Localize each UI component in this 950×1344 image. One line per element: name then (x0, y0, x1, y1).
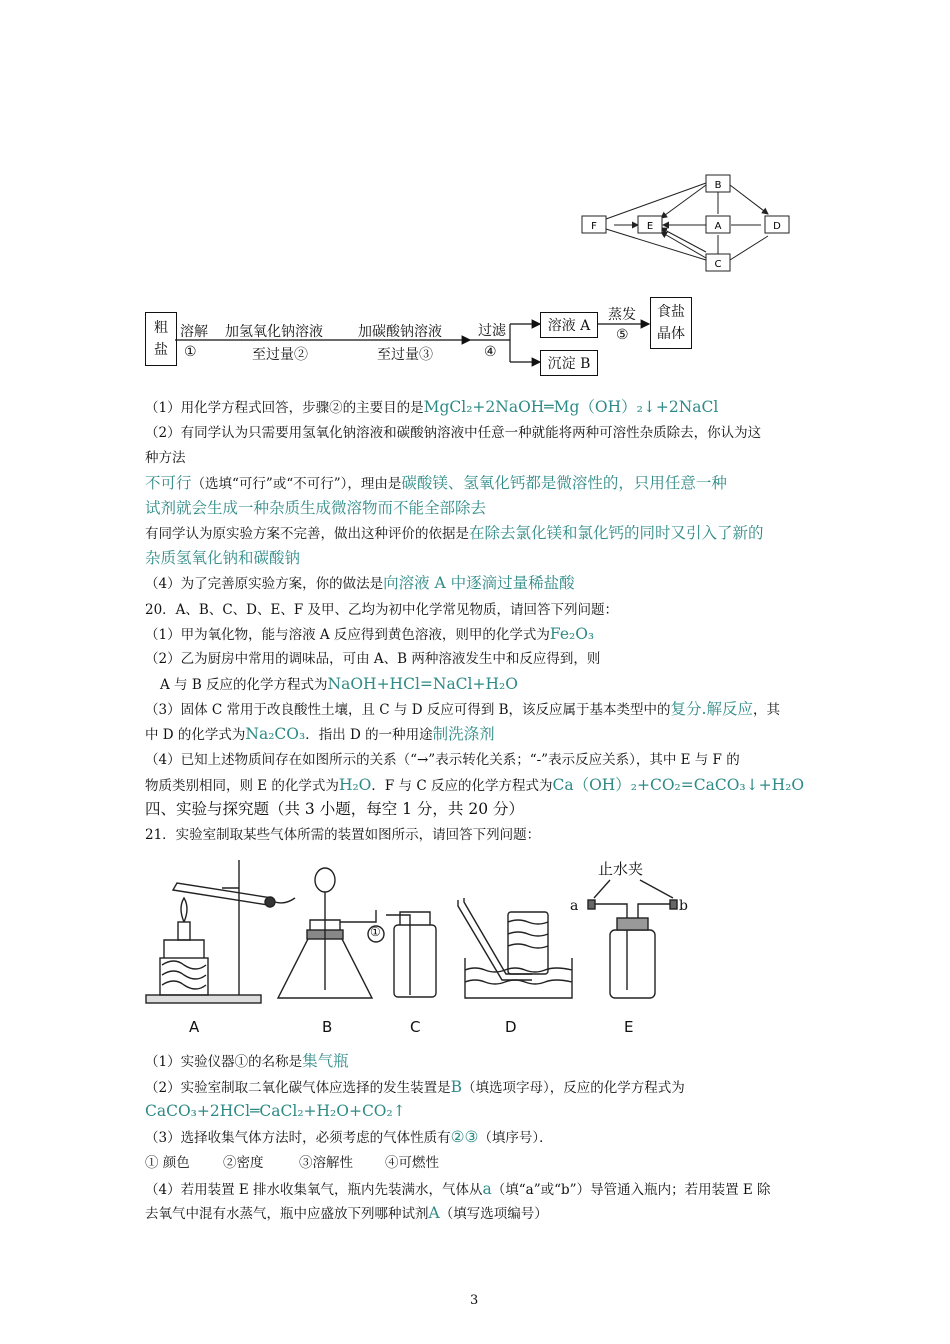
answer: Na₂CO₃ (245, 725, 306, 743)
answer: a (482, 1180, 492, 1198)
q21-part2: （2）实验室制取二氧化碳气体应选择的发生装置是B（填选项字母），反应的化学方程式为 (145, 1078, 685, 1096)
q21-title: 21．实验室制取某些气体所需的装置如图所示，请回答下列问题： (145, 827, 541, 843)
node-b: B (714, 180, 722, 191)
q21-options: ① 颜色 ②密度 ③溶解性 ④可燃性 (145, 1155, 439, 1171)
crude-salt-box: 粗 盐 (145, 312, 177, 366)
apparatus-label: A (189, 1018, 200, 1036)
q19-answer-line: 杂质氢氧化钠和碳酸钠 (145, 549, 301, 567)
apparatus-label: C (410, 1018, 421, 1036)
port-a-label: a (570, 898, 579, 914)
answer: Fe₂O₃ (549, 625, 595, 643)
precipitate-b-box: 沉淀 B (540, 350, 598, 376)
step4-label: 过滤 (478, 323, 506, 339)
q20-part3: （3）固体 C 常用于改良酸性土壤，且 C 与 D 反应可得到 B，该反应属于基本类型中的复分.解反应，其 (145, 700, 780, 718)
q19-part2: （2）有同学认为只需要用氢氧化钠溶液和碳酸钠溶液中任意一种就能将两种可溶性杂质除去，你认为这 (145, 425, 762, 441)
q21-answer-line: CaCO₃+2HCl═CaCl₂+H₂O+CO₂↑ (145, 1102, 406, 1120)
answer: 制洗涤剂 (432, 725, 495, 743)
step2-label: 加氢氧化钠溶液 (225, 324, 323, 340)
q21-part1: （1）实验仪器①的名称是集气瓶 (145, 1052, 349, 1070)
q20-part2b: A 与 B 反应的化学方程式为NaOH+HCl=NaCl+H₂O (160, 675, 518, 693)
solution-a-box: 溶液 A (540, 312, 598, 338)
q19-part1: （1）用化学方程式回答，步骤②的主要目的是MgCl₂+2NaOH═Mg（OH）₂↓+2NaCl (145, 398, 719, 416)
q20-part4b: 物质类别相同，则 E 的化学式为H₂O．F 与 C 反应的化学方程式为Ca（OH）₂+CO₂=CaCO₃↓+H₂O (145, 776, 805, 794)
circle-one-label: ① (370, 925, 381, 939)
q20-part2: （2）乙为厨房中常用的调味品，可由 A、B 两种溶液发生中和反应得到，则 (145, 651, 601, 667)
answer: 碳酸镁、氢氧化钙都是微溶性的，只用任意一种 (401, 474, 727, 492)
answer: NaOH+HCl=NaCl+H₂O (327, 675, 518, 693)
node-e: E (646, 221, 654, 232)
step2-sub: 至过量② (252, 347, 308, 363)
q19-part4: （4）为了完善原实验方案，你的做法是向溶液 A 中逐滴过量稀盐酸 (145, 574, 575, 592)
salt-crystal-box: 食盐 晶体 (650, 297, 692, 349)
answer: 不可行 (145, 474, 192, 492)
step3-sub: 至过量③ (377, 347, 433, 363)
answer: Ca（OH）₂+CO₂=CaCO₃↓+H₂O (552, 776, 805, 794)
answer: 集气瓶 (302, 1052, 349, 1070)
clip-label: 止水夹 (598, 860, 644, 878)
step1-label: 溶解 (180, 324, 208, 340)
page-number: 3 (470, 1293, 479, 1308)
apparatus-label: E (624, 1018, 634, 1036)
q19-part2b: 种方法 (145, 450, 186, 466)
apparatus-label: B (322, 1018, 333, 1036)
q19-part2c: 不可行（选填“可行”或“不可行”），理由是碳酸镁、氢氧化钙都是微溶性的，只用任意一种 (145, 474, 727, 492)
q20-part1: （1）甲为氧化物，能与溶液 A 反应得到黄色溶液，则甲的化学式为Fe₂O₃ (145, 625, 595, 643)
step4-num: ④ (484, 344, 497, 360)
step3-label: 加碳酸钠溶液 (358, 324, 442, 340)
q20-title: 20．A、B、C、D、E、F 及甲、乙均为初中化学常见物质，请回答下列问题： (145, 602, 619, 618)
relation-diagram (575, 170, 805, 280)
answer: A (428, 1204, 440, 1222)
answer: H₂O (338, 776, 372, 794)
node-d: D (773, 221, 781, 232)
step5-num: ⑤ (616, 327, 629, 343)
q21-part3: （3）选择收集气体方法时，必须考虑的气体性质有②③（填序号）． (145, 1128, 553, 1146)
q21-part4: （4）若用装置 E 排水收集氧气，瓶内先装满水，气体从a（填“a”或“b”）导管通入瓶内；若用装置 E 除 (145, 1180, 771, 1198)
q20-part3c: 中 D 的化学式为Na₂CO₃．指出 D 的一种用途制洗涤剂 (145, 725, 495, 743)
q21-part4c: 去氧气中混有水蒸气，瓶中应盛放下列哪种试剂A（填写选项编号） (145, 1204, 548, 1222)
q19-part3: 有同学认为原实验方案不完善，做出这种评价的依据是在除去氯化镁和氯化钙的同时又引入了新的 (145, 524, 764, 542)
node-f: F (591, 221, 597, 232)
q19-answer-line: 试剂就会生成一种杂质生成微溶物而不能全部除去 (145, 499, 487, 517)
apparatus-label: D (505, 1018, 517, 1036)
answer: ②③ (450, 1128, 479, 1146)
port-b-label: b (679, 898, 688, 914)
step1-num: ① (184, 344, 197, 360)
node-a: A (714, 221, 722, 232)
answer: MgCl₂+2NaOH═Mg（OH）₂↓+2NaCl (423, 398, 719, 416)
answer: 在除去氯化镁和氯化钙的同时又引入了新的 (469, 524, 764, 542)
step5-label: 蒸发 (608, 307, 636, 323)
answer: 向溶液 A 中逐滴过量稀盐酸 (383, 574, 575, 592)
answer: B (450, 1078, 462, 1096)
q20-part4: （4）已知上述物质间存在如图所示的关系（“→”表示转化关系；“-”表示反应关系），其中 E 与 F 的 (145, 752, 740, 768)
answer: 复分.解反应 (670, 700, 753, 718)
node-c: C (714, 259, 722, 270)
section-4-heading: 四、实验与探究题（共 3 小题，每空 1 分，共 20 分） (145, 800, 525, 818)
